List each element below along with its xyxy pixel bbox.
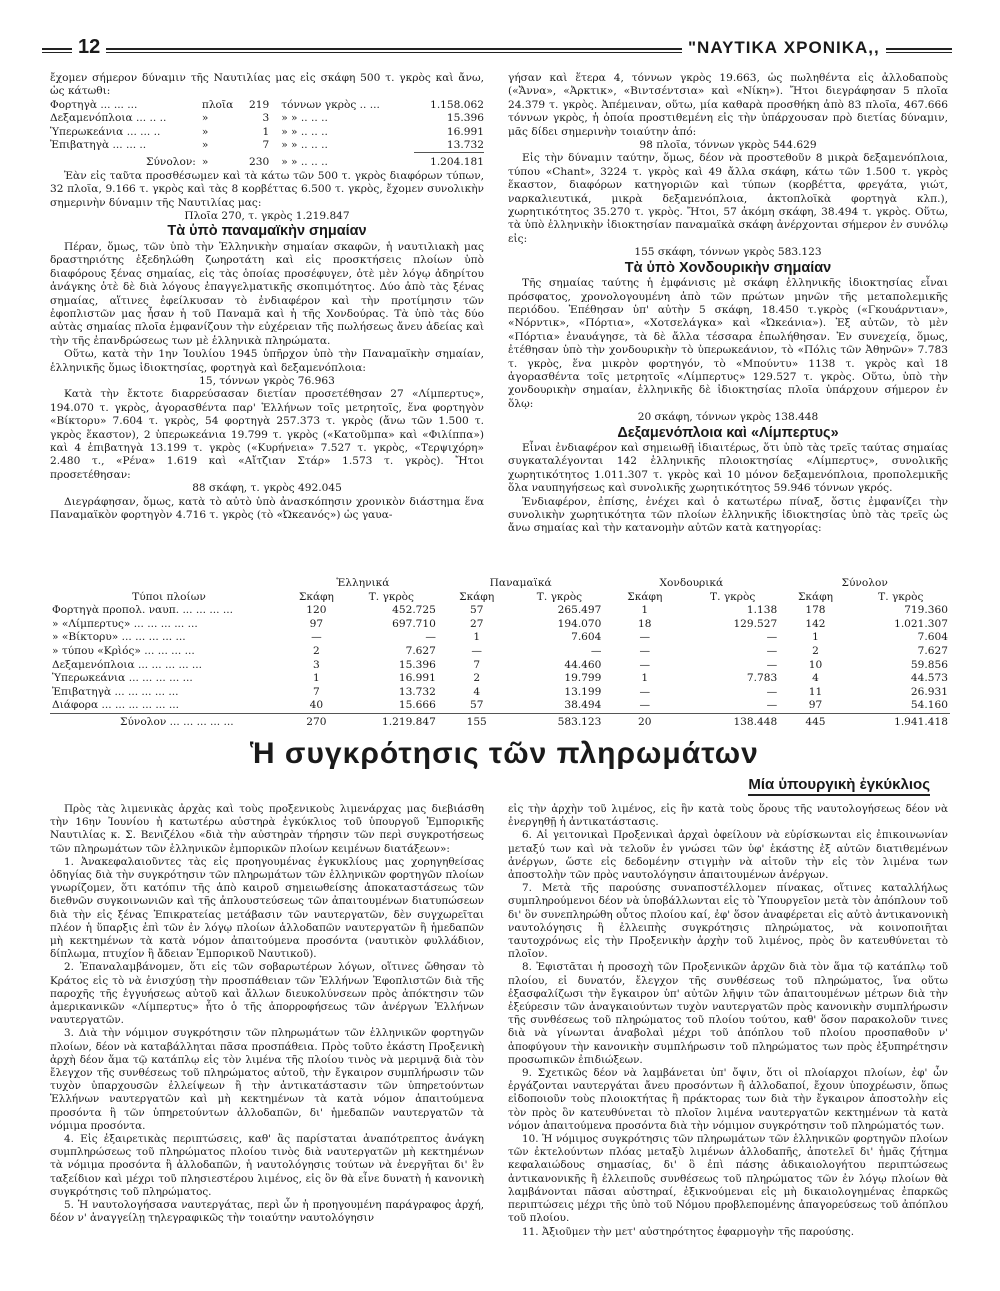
summary-line: 155 σκάφη, τόννων γκρὸς 583.123 — [634, 246, 822, 259]
summary-line: 15, τόννων γκρὸς 76.963 — [199, 374, 335, 387]
table-row: Ὑπερωκεάνια ... ... .. » 1 » » .. .. .. 16.991 — [50, 125, 484, 138]
column-header: Ἑλληνικά — [336, 577, 390, 589]
article-left-column — [50, 803, 484, 1226]
paragraph: Ἐὰν εἰς ταῦτα προσθέσωμεν καὶ τὰ κάτω τῶν 500 τ. γκρὸς διαφόρων τύπων, 32 πλοῖα, 9.166 τ. γκρὸς καὶ τὰς 8 κορβέττας 6.500 τ. γκρὸς, ἔχομεν συνολικὴν σημερινὴν δύναμιν τῆς Ναυτιλίας μας: — [50, 169, 484, 209]
paragraph: 3. Διὰ τὴν νόμιμον συγκρότησιν τῶν πληρωμάτων τῶν ἑλληνικῶν φορτηγῶν πλοίων, δέον νὰ καταβάλληται πᾶσα προσπάθεια. Πρὸς τοῦτο ἑκάστη Προξενικὴ ἀρχὴ δέον ἅμα τῷ κατάπλῳ εἰς τὸν λιμένα τῆς πλοίου τινὸς νὰ μεριμνᾷ διὰ τὸν ἔλεγχον τῆς συνθέσεως τοῦ πληρώματος αὐτοῦ, τὴν ἔγκαιρον συμπλήρωσιν τῶν τυχὸν ὑπαρχουσῶν ἐλλείψεων ἢ τὴν ἀντικατάστασιν τῶν ὑπηρετούντων Ἑλλήνων ναυτεργατῶν καὶ μὴ κεκτημένων τὰ κατὰ νόμον ἀπαιτούμενα προσόντα ἢ τῶν ὑπηρετούντων ἀλλοδαπῶν, δι' ἡμεδαπῶν ναυτεργατῶν τὰ νόμιμα προσόντα. — [50, 1027, 484, 1132]
paragraph: 2. Ἐπαναλαμβάνομεν, ὅτι εἰς τῶν σοβαρωτέρων λόγων, οἵτινες ὤθησαν τὸ Κράτος εἰς τὸ νὰ ἐνισχύσῃ τὴν προσπάθειαν τῶν Ἑλλήνων Ἐφοπλιστῶν διὰ τῆς παροχῆς τῆς ἐγγυήσεως αὐτοῦ καὶ ἄλλων διευκολύνσεων πρὸς ἀπόκτησιν τῶν ἀμερικανικῶν «Λίμπερτυς» ἦτο ὁ τῆς ἀπορροφήσεως τῶν ἀνέργων Ἑλλήνων ναυτεργατῶν. — [50, 961, 484, 1027]
paragraph: 7. Μετὰ τῆς παρούσης συναποστέλλομεν πίνακας, οἵτινες καταλλήλως συμπληρούμενοι δέον νὰ ὑποβάλλωνται εἰς τὸ Ὑπουργεῖον μετὰ τὸν ἀπόπλουν τοῦ δι' ὃν συνεπληρώθη οὗτος πλοίου καί, ἐφ' ὅσον ἀναφέρεται εἰς αὐτὸ ἀντικανονικὴ ναυτολόγησις ἢ ἐλλειπὴς συγκρότησις πληρώματος, νὰ κοινοποιῆται ταυτοχρόνως εἰς τὴν Προξενικὴν ἀρχὴν τοῦ λιμένος, πρὸς ὃν κατευθύνεται τὸ πλοῖον. — [508, 882, 948, 961]
paragraph: 1. Ἀνακεφαλαιοῦντες τὰς εἰς προηγουμένας ἐγκυκλίους μας χορηγηθείσας ὁδηγίας διὰ τὴν συγκρότησιν τῶν πληρωμάτων τῶν ἑλληνικῶν φορτηγῶν πλοίων γνωρίζομεν, ὅτι κατόπιν τῆς ἀπὸ καιροῦ σημειωθείσης ἀποκαταστάσεως τῶν διεθνῶν συγκοινωνιῶν καὶ τῆς ἀπλουστεύσεως τῶν ἀπαιτουμένων διατυπώσεων διὰ τὴν εἰς ξένας Ἐπικρατείας μετάβασιν τῶν ναυτεργατῶν, δὲν συγχωρεῖται πλέον ἡ ὕπαρξις ἐπὶ τῶν ἐν λόγῳ πλοίων ἀλλοδαπῶν ναυτεργατῶν ἢ ἡμεδαπῶν μὴ κεκτημένων τὰ κατὰ νόμον ἀπαιτούμενα προσόντα (ναυτικὸν φυλλάδιον, δίπλωμα, πτυχίον ἢ ἄδειαν Ἐμπορικοῦ Ναυτικοῦ). — [50, 855, 484, 961]
paragraph: Ἐνδιαφέρον, ἐπίσης, ἐνέχει καὶ ὁ κατωτέρω πίναξ, ὅστις ἐμφανίζει τὴν συνολικὴν χωρητικότητα τῶν πλοίων ἑλληνικῆς ἰδιοκτησίας ὑπὸ τὰς τρεῖς ὡς ἄνω σημαίας καὶ τὴν κατανομὴν αὐτῶν κατὰ κατηγορίας: — [508, 495, 948, 535]
table-row: Δεξαμενόπλοια ... .. .. » 3 » » .. .. .. 15.396 — [50, 112, 484, 125]
paragraph: εἰς τὴν ἀρχὴν τοῦ λιμένος, εἰς ἣν κατὰ τοὺς ὅρους τῆς ναυτολογήσεως δέον νὰ ἐνεργηθῇ ἡ ἀντικατάστασις. — [508, 803, 948, 829]
right-top-column — [508, 72, 948, 536]
paragraph: Τῆς σημαίας ταύτης ἡ ἐμφάνισις μὲ σκάφη ἑλληνικῆς ἰδιοκτησίας εἶναι πρόσφατος, χρονολογουμένη ἀπὸ τῶν πρώτων μηνῶν τῆς μεταπολεμικῆς περιόδου. Ἐπέθησαν ὑπ' αὐτὴν 5 σκάφη, 18.450 τ.γκρὸς («Γκουάρντιαν», «Νόρντικ», «Πόρτια», «Χοτσελάγκα» καὶ «Ὠκεάνια»). Ἐξ αὐτῶν, τὸ μὲν «Πόρτια» ἐναυάγησε, τὰ δὲ ἄλλα τέσσαρα ἐπωλήθησαν. Ἐν συνεχείᾳ, ὅμως, ἐτέθησαν ὑπὸ τὴν χονδουρικὴν τὸ ὑπερωκεάνιον, τὸ «Πόλις τῶν Ἀθηνῶν» 7.783 τ. γκρὸς, ἕνα μικρὸν φορτηγόν, τὸ «Μπούντυ» 1138 τ. γκρὸς καὶ 18 ἀγορασθέντα τοῖς μετρητοῖς «Λίμπερτυς» 129.527 τ. γκρὸς. Οὕτω, ὑπὸ τὴν χονδουρικὴν σημαίαν, ἑλληνικῆς δὲ ἰδιοκτησίας πλοῖα ὑπάρχουν σήμερον ἐν ὅλῳ: — [508, 277, 948, 410]
column-header: Σύνολον — [841, 577, 888, 589]
article-right-column — [508, 803, 948, 1239]
article-title: Ἡ συγκρότησις τῶν πληρωμάτων — [250, 737, 759, 770]
summary-line: 20 σκάφη, τόννων γκρὸς 138.448 — [637, 411, 819, 424]
paragraph: 9. Σχετικῶς δέον νὰ λαμβάνεται ὑπ' ὄψιν, ὅτι οἱ πλοίαρχοι πλοίων, ἐφ' ὧν ἐργάζονται ναυτεργάται ἄνευ προσόντων ἢ ἀλλοδαποί, ἔχουν ὑποχρέωσιν, ὅπως εἰδοποιοῦν τοὺς πλοιοκτήτας ἢ πράκτορας των διὰ τὴν ἔγκαιρον ἀποστολὴν εἰς τὸν πρὸς ὃν κατευθύνεται τὸ πλοῖον λιμένα ναυτεργατῶν κεκτημένων τὰ κατὰ νόμον ἀπαιτούμενα προσόντα διὰ τὴν νόμιμον συγκρότησιν τοῦ πληρώματός των. — [508, 1067, 948, 1132]
paragraph: Πέραν, ὅμως, τῶν ὑπὸ τὴν Ἑλληνικὴν σημαίαν σκαφῶν, ἡ ναυτιλιακὴ μας δραστηριότης ἐξεδηλώθη ζωηροτάτη καὶ εἰς προσκτήσεις πλοίων ὑπὸ διαφόρους ξένας σημαίας, εἰς τὰς ὁποίας προσέφυγεν, ὁτὲ μὲν λόγῳ ἀδηρίτου ἀνάγκης ὁτὲ δὲ διὰ λόγους ἐπαγγελματικῆς σκοπιμότητος. Δύο ἀπὸ τὰς ξένας σημαίας, αἵτινες ἐφείλκυσαν τὸ ἐνδιαφέρον καὶ τὴν προτίμησιν τῶν ἐφοπλιστῶν μας ἦσαν ἡ τοῦ Παναμᾶ καὶ ἡ τῆς Χονδούρας. Τὰ ὑπὸ τὰς δύο αὐτὰς σημαίας πλοῖα ἐμφανίζουν τὴν εὐχέρειαν τῆς πωλήσεως ἄνευ ἀδείας καὶ τὴν τῆς ἐπανδρώσεως των μὲ ἑλληνικὰ πληρώματα. — [50, 240, 484, 347]
summary-line: 98 πλοῖα, τόννων γκρὸς 544.629 — [639, 139, 817, 152]
fleet-summary-table — [50, 99, 484, 170]
paragraph: Εἰς τὴν δύναμιν ταύτην, ὅμως, δέον νὰ προστεθοῦν 8 μικρὰ δεξαμενόπλοια, τύπου «Chant», 3224 τ. γκρὸς καὶ 49 ἄλλα σκάφη, κάτω τῶν 1.500 τ. γκρὸς ἕκαστον, διαφόρων κατηγοριῶν καὶ τύπων (κορβέττα, φρεγάτα, γιώτ, ναρκαλιευτικά, μικρὰ δεξαμενόπλοια, ἀκτοπλοϊκὰ φορτηγὰ κλπ.), χωρητικότητος 35.270 τ. γκρὸς. Ἤτοι, 57 ἀκόμη σκάφη, 38.494 τ. γκρὸς. Οὕτω, τὰ ὑπὸ ἑλληνικὴν ἰδιοκτησίαν παναμαϊκὰ σκάφη ἀνέρχονται σήμερον ἐν συνόλῳ εἰς: — [508, 152, 948, 245]
table-row: » τύπου «Κρὶός» ... ... ... ... 2 7.627 — — — — 2 7.627 — [52, 644, 948, 657]
section-heading-honduras: Τὰ ὑπὸ Χονδουρικὴν σημαίαν — [624, 259, 832, 276]
summary-line: 88 σκάφη, τ. γκρὸς 492.045 — [192, 482, 342, 495]
table-row: Ἐπιβατηγὰ ... ... ... ... ... 7 13.732 4 13.199 — — 11 26.931 — [52, 685, 948, 698]
table-row: Φορτηγὰ προπολ. ναυπ. ... ... ... ... 120 452.725 57 265.497 1 1.138 178 719.360 — [52, 604, 948, 617]
table-group-header-row — [50, 577, 950, 591]
table-row: » «Λίμπερτυς» ... ... ... ... ... 97 697.710 27 194.070 18 129.527 142 1.021.307 — [52, 617, 948, 630]
paragraph: Διεγράφησαν, ὅμως, κατὰ τὸ αὐτὸ ὑπὸ ἀνασκόπησιν χρονικὸν διάστημα ἕνα Παναμαϊκὸν φορτηγὸν 4.716 τ. γκρὸς (τὸ «Ὠκεανός») ὡς γαυα- — [50, 495, 484, 521]
table-subheader-row: Τύποι πλοίων Σκάφη Τ. γκρὸς Σκάφη Τ. γκρὸς Σκάφη Τ. γκρὸς Σκάφη Τ. γκρὸς — [50, 591, 950, 605]
section-heading-tankers: Δεξαμενόπλοια καὶ «Λίμπερτυς» — [617, 424, 839, 441]
intro-paragraph: ἔχομεν σήμερον δύναμιν τῆς Ναυτιλίας μας εἰς σκάφη 500 τ. γκρὸς καὶ ἄνω, ὡς κάτωθι: — [50, 72, 484, 98]
table-row: Φορτηγὰ ... ... ... πλοῖα 219 τόννων γκρὸς .. ... 1.158.062 — [50, 98, 484, 111]
table-row: Ὑπερωκεάνια ... ... ... ... ... 1 16.991 2 19.799 1 7.783 4 44.573 — [52, 672, 948, 685]
table-row: Διάφορα ... ... ... ... ... ... 40 15.666 57 38.494 — — 97 54.160 — [52, 699, 948, 712]
page-number: 12 — [72, 36, 106, 59]
table-total-row: Σύνολον ... ... ... ... ... 270 1.219.847 155 583.123 20 138.448 445 1.941.418 — [50, 713, 950, 729]
column-header: Παναμαϊκά — [489, 577, 552, 589]
table-total-row: Σύνολον: » 230 » » .. .. .. 1.204.181 — [50, 153, 484, 170]
table-row: Ἐπιβατηγὰ ... ... .. » 7 » » .. .. .. 13.732 — [50, 139, 484, 152]
paragraph: 10. Ἡ νόμιμος συγκρότησις τῶν πληρωμάτων τῶν ἑλληνικῶν φορτηγῶν πλοίων τῶν ἐκτελούντων πλόας μεταξὺ λιμένων ἀλλοδαπῆς, ἀποτελεῖ δι' ἡμᾶς ζήτημα κεφαλαιώδους σημασίας, δι' ὃ ἐπὶ πάσης ἀδικαιολογήτου περιπτώσεως ἀντικανονικῆς ἢ ἐλλειποῦς συνθέσεως τοῦ πληρώματος τῶν ἐν λόγῳ πλοίων θὰ λαμβάνονται πᾶσαι αὐστηραί, ἐξικνούμεναι εἰς μὴ δικαιολογημένας ἐπαρκῶς περιπτώσεις μέχρι τῆς ὑπὸ τοῦ Νόμου προβλεπομένης ἀπαγορεύσεως τοῦ ἀπόπλου τοῦ πλοίου. — [508, 1133, 948, 1225]
paragraph: Πρὸς τὰς λιμενικὰς ἀρχὰς καὶ τοὺς προξενικοὺς λιμενάρχας μας διεβιάσθη τὴν 16ην Ἰουνίου ἡ κατωτέρω αὐστηρὰ ἐγκύκλιος τοῦ ὑπουργοῦ Ἐμπορικῆς Ναυτιλίας κ. Σ. Βενιζέλου «διὰ τὴν αὐστηρὰν τήρησιν τῶν περὶ συγκροτήσεως τῶν πληρωμάτων τῶν ἑλληνικῶν ἐμπορικῶν πλοίων κειμένων διατάξεων»: — [50, 803, 484, 855]
paragraph: 6. Αἱ γειτονικαὶ Προξενικαὶ ἀρχαὶ ὀφείλουν νὰ εὑρίσκωνται εἰς ἐπικοινωνίαν μεταξύ των καὶ νὰ τελοῦν ἐν γνώσει τῶν ὑφ' ἑκάστης ἐξ αὐτῶν διατιθεμένων ἀνέργων, ὥστε εἰς δεδομένην στιγμὴν νὰ αἰτοῦν τὴν εἰς τὸν λιμένα των ἀποστολὴν τῶν πρὸς ναυτολόγησιν ἀπαιτουμένων ἀνέργων. — [508, 829, 948, 882]
paragraph: Κατὰ τὴν ἔκτοτε διαρρεύσασαν διετίαν προσετέθησαν 27 «Λίμπερτυς», 194.070 τ. γκρὸς, ἀγορασθέντα παρ' Ἑλλήνων τοῖς μετρητοῖς, ἕνα φορτηγὸν «Βίκτορυ» 7.604 τ. γκρὸς, 54 φορτηγὰ 257.373 τ. γκρὸς (ἄνω τῶν 1.500 τ. γκρὸς ἕκαστον), 2 ὑπερωκεάνια 19.799 τ. γκρὸς («Κατοῦμπα» καὶ «Φιλίππα») καὶ 4 ἐπιβατηγὰ 13.199 τ. γκρὸς («Κυρήνεια» 7.527 τ. γκρὸς, «Τερψιχόρη» 2.480 τ., «Ρένα» 1.619 καὶ «Αἴτζιαν Στάρ» 1.573 τ. γκρὸς). Ἤτοι προσετέθησαν: — [50, 388, 484, 481]
left-top-column — [50, 72, 484, 522]
paragraph: Εἶναι ἐνδιαφέρον καὶ σημειωθῇ ἰδιαιτέρως, ὅτι ὑπὸ τὰς τρεῖς ταύτας σημαίας συγκαταλέγονται 142 ἑλληνικῆς πλοιοκτησίας «Λίμπερτυς», συνολικῆς χωρητικότητος 1.011.307 τ. γκρὸς καὶ 10 μόνον δεξαμενόπλοια, προπολεμικῆς ὅλα ναυπηγήσεως καὶ συνολικῆς χωρητικότητος 59.946 τόννων γκρός. — [508, 441, 948, 495]
article-subtitle: Μία ὑπουργικὴ ἐγκύκλιος — [748, 776, 930, 796]
fleet-distribution-table — [50, 577, 950, 730]
paragraph: 4. Εἰς ἐξαιρετικὰς περιπτώσεις, καθ' ἃς παρίσταται ἀναπότρεπτος ἀνάγκη συμπληρώσεως τοῦ πληρώματος πλοίου τινὸς διὰ ναυτεργατῶν μὴ κεκτημένων τὰ νόμιμα προσόντα ἢ ἀλλοδαπῶν, ἡ ναυτολόγησις τούτων νὰ ἐνεργῆται δι' ἓν ταξείδιον καὶ μέχρι τοῦ πλησιεστέρου λιμένος, εἰς ὃν θὰ εἶνε δυνατὴ ἡ κανονικὴ συγκρότησις τοῦ πληρώματος. — [50, 1133, 484, 1198]
paragraph: 11. Ἀξιοῦμεν τὴν μετ' αὐστηρότητος ἐφαρμογὴν τῆς παρούσης. — [522, 1225, 855, 1238]
paragraph: γήσαν καὶ ἕτερα 4, τόννων γκρὸς 19.663, ὡς πωληθέντα εἰς ἀλλοδαποὺς («Ἄννα», «Ἀρκτικ», «Βιντσέντσια» καὶ «Νίκη»). Ἤτοι διεγράφησαν 5 πλοῖα 24.379 τ. γκρὸς. Ἀπέμειναν, οὕτω, μία καθαρὰ προσθήκη ἀπὸ 83 πλοῖα, 467.666 τόννων γκρὸς, ἡ ὁποία προστιθεμένη εἰς τὴν ὑπάρχουσαν πρὸ διετίας δύναμιν, μᾶς δίδει σημερινὴν τοιαύτην ἀπό: — [508, 72, 948, 138]
section-heading-panama: Τὰ ὑπὸ παναμαϊκὴν σημαίαν — [167, 223, 367, 240]
paragraph: 5. Ἡ ναυτολογήσασα ναυτεργάτας, περὶ ὧν ἡ προηγουμένη παράγραφος ἀρχή, δέον ν' ἀναγγείλῃ τηλεγραφικῶς τὴν τοιαύτην ναυτολόγησιν — [50, 1199, 484, 1225]
page-header — [42, 36, 958, 62]
table-row: Δεξαμενόπλοια ... ... ... ... ... 3 15.396 7 44.460 — — 10 59.856 — [52, 658, 948, 671]
column-header: Χονδουρικά — [659, 577, 724, 589]
column-header: Τύποι πλοίων — [132, 590, 206, 603]
table-row: » «Βίκτορυ» ... ... ... ... ... — — 1 7.604 — — 1 7.604 — [52, 631, 948, 644]
summary-line: Πλοῖα 270, τ. γκρὸς 1.219.847 — [184, 210, 350, 223]
magazine-name: "ΝΑΥΤΙΚΑ ΧΡΟΝΙΚΑ,, — [682, 38, 886, 58]
paragraph: Οὕτω, κατὰ τὴν 1ην Ἰουλίου 1945 ὑπῆρχον ὑπὸ τὴν Παναμαϊκὴν σημαίαν, ἑλληνικῆς ὅμως ἰδιοκτησίας, φορτηγὰ καὶ δεξαμενόπλοια: — [50, 348, 484, 374]
paragraph: 8. Ἐφιστᾶται ἡ προσοχὴ τῶν Προξενικῶν ἀρχῶν διὰ τὸν ἅμα τῷ κατάπλῳ τοῦ πλοίου, εἰ δυνατόν, ἔλεγχον τῆς συνθέσεως τοῦ πληρώματος, ἵνα οὕτω ἐξασφαλίζωσι τὴν ἔγκαιρον ὑπ' αὐτῶν λῆψιν τῶν ἀπαιτουμένων μέτρων διὰ τὴν ἐξεύρεσιν τῶν ἀναγκαιούντων τυχὸν ναυτεργατῶν πρὸς κανονικὴν συμπλήρωσιν τῆς συνθέσεως τοῦ πληρώματος τοῦ πλοίου τούτου, καθ' ὅσον παρακολοῦν τινες διὰ νὰ γίνωνται ἀναβολαὶ μέχρι τοῦ ἀπόπλου τοῦ πλοίου προσπαθοῦν ν' ἀποφύγουν τὴν κανονικὴν συμπλήρωσιν τοῦ πληρώματος των πρὸς ἐξυπηρέτησιν προσωπικῶν ἐπιδιώξεων. — [508, 961, 948, 1066]
